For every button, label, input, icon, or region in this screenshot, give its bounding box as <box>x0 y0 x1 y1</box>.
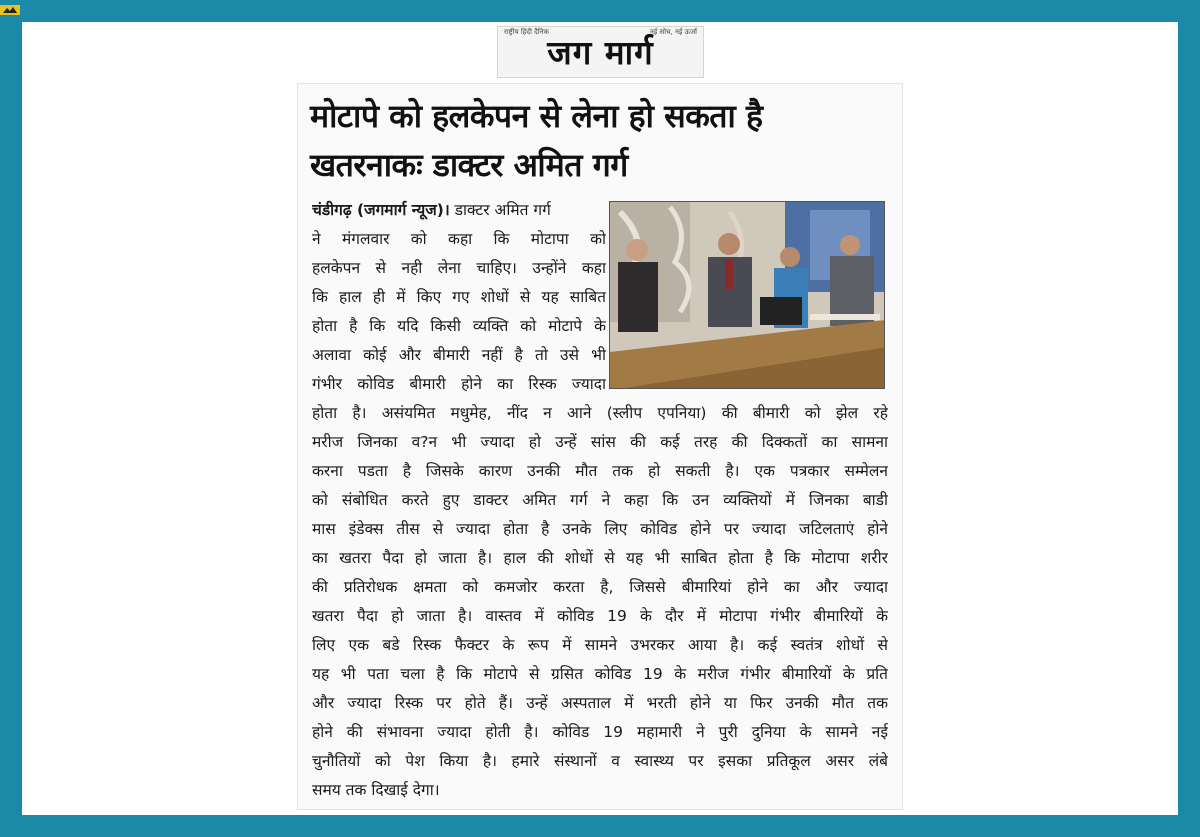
masthead-name: जग मार्ग <box>547 33 654 72</box>
article-line: गंभीर कोविड बीमारी होने का रिस्क ज्यादा <box>312 375 606 393</box>
article-line: यह भी पता चला है कि मोटापे से ग्रसित कोविड 19 के मरीज गंभीर बीमारियों के प्रति <box>312 665 888 683</box>
article-dateline: चंडीगढ़ (जगमार्ग न्यूज)। <box>312 201 450 219</box>
article-line: होता है कि यदि किसी व्यक्ति को मोटापे के <box>312 317 606 335</box>
article-line: होने की संभावना ज्यादा होती है। कोविड 19 महामारी ने पुरी दुनिया के सामने नई <box>312 723 888 741</box>
masthead-tagline-right: नई सोच, नई ऊर्जा <box>649 28 697 36</box>
article-line: अलावा कोई और बीमारी नहीं है तो उसे भी <box>312 346 606 364</box>
newspaper-masthead <box>497 26 704 78</box>
article-line <box>312 196 606 224</box>
article-line: को संबोधित करते हुए डाक्टर अमित गर्ग ने कहा कि उन व्यक्तियों में जिनका बाडी <box>312 491 888 509</box>
masthead-emblem-icon <box>0 5 20 15</box>
article-line: और ज्यादा रिस्क पर होते हैं। उन्हें अस्पताल में भरती होने या फिर उनकी मौत तक <box>312 694 888 712</box>
article-line: की प्रतिरोधक क्षमता को कमजोर करता है, जिससे बीमारियां होने का और ज्यादा <box>312 578 888 596</box>
article-line-text: डाक्टर अमित गर्ग <box>449 201 551 219</box>
press-conference-photo <box>609 201 885 389</box>
article-line: समय तक दिखाई देगा। <box>312 781 440 799</box>
article-line: का खतरा पैदा हो जाता है। हाल की शोधों से यह भी साबित होता है कि मोटापा शरीर <box>312 549 888 567</box>
article-line: मास इंडेक्स तीस से ज्यादा होता है उनके लिए कोविड होने पर ज्यादा जटिलताएं होने <box>312 520 888 538</box>
press-conference-photo-graphic <box>610 202 885 389</box>
article-line: मरीज जिनका व?न भी ज्यादा हो उन्हें सांस की कई तरह की दिक्कतों का सामना <box>312 433 888 451</box>
headline-line-2: खतरनाकः डाक्टर अमित गर्ग <box>310 146 628 184</box>
article-headline <box>310 92 890 190</box>
article-line: करना पडता है जिसके कारण उनकी मौत तक हो सकती है। एक पत्रकार सम्मेलन <box>312 462 888 480</box>
masthead-tagline-left: राष्ट्रीय हिंदी दैनिक <box>504 28 549 36</box>
headline-line-1: मोटापे को हलकेपन से लेना हो सकता है <box>310 97 763 135</box>
article-line: खतरा पैदा हो जाता है। वास्तव में कोविड 19 के दौर में मोटापा गंभीर बीमारियों के <box>312 607 888 625</box>
news-clipping <box>297 83 903 810</box>
article-line: ने मंगलवार को कहा कि मोटापा को <box>312 230 606 248</box>
article-line: होता है। असंयमित मधुमेह, नींद न आने (स्लीप एपनिया) की बीमारी को झेल रहे <box>312 404 888 422</box>
article-line: कि हाल ही में किए गए शोधों से यह साबित <box>312 288 606 306</box>
article-line: चुनौतियों को पेश किया है। हमारे संस्थानों व स्वास्थ्य पर इसका प्रतिकूल असर लंबे <box>312 752 888 770</box>
article-line: लिए एक बडे रिस्क फैक्टर के रूप में सामने उभरकर आया है। कई स्वतंत्र शोधों से <box>312 636 888 654</box>
article-line: हलकेपन से नही लेना चाहिए। उन्होंने कहा <box>312 259 606 277</box>
